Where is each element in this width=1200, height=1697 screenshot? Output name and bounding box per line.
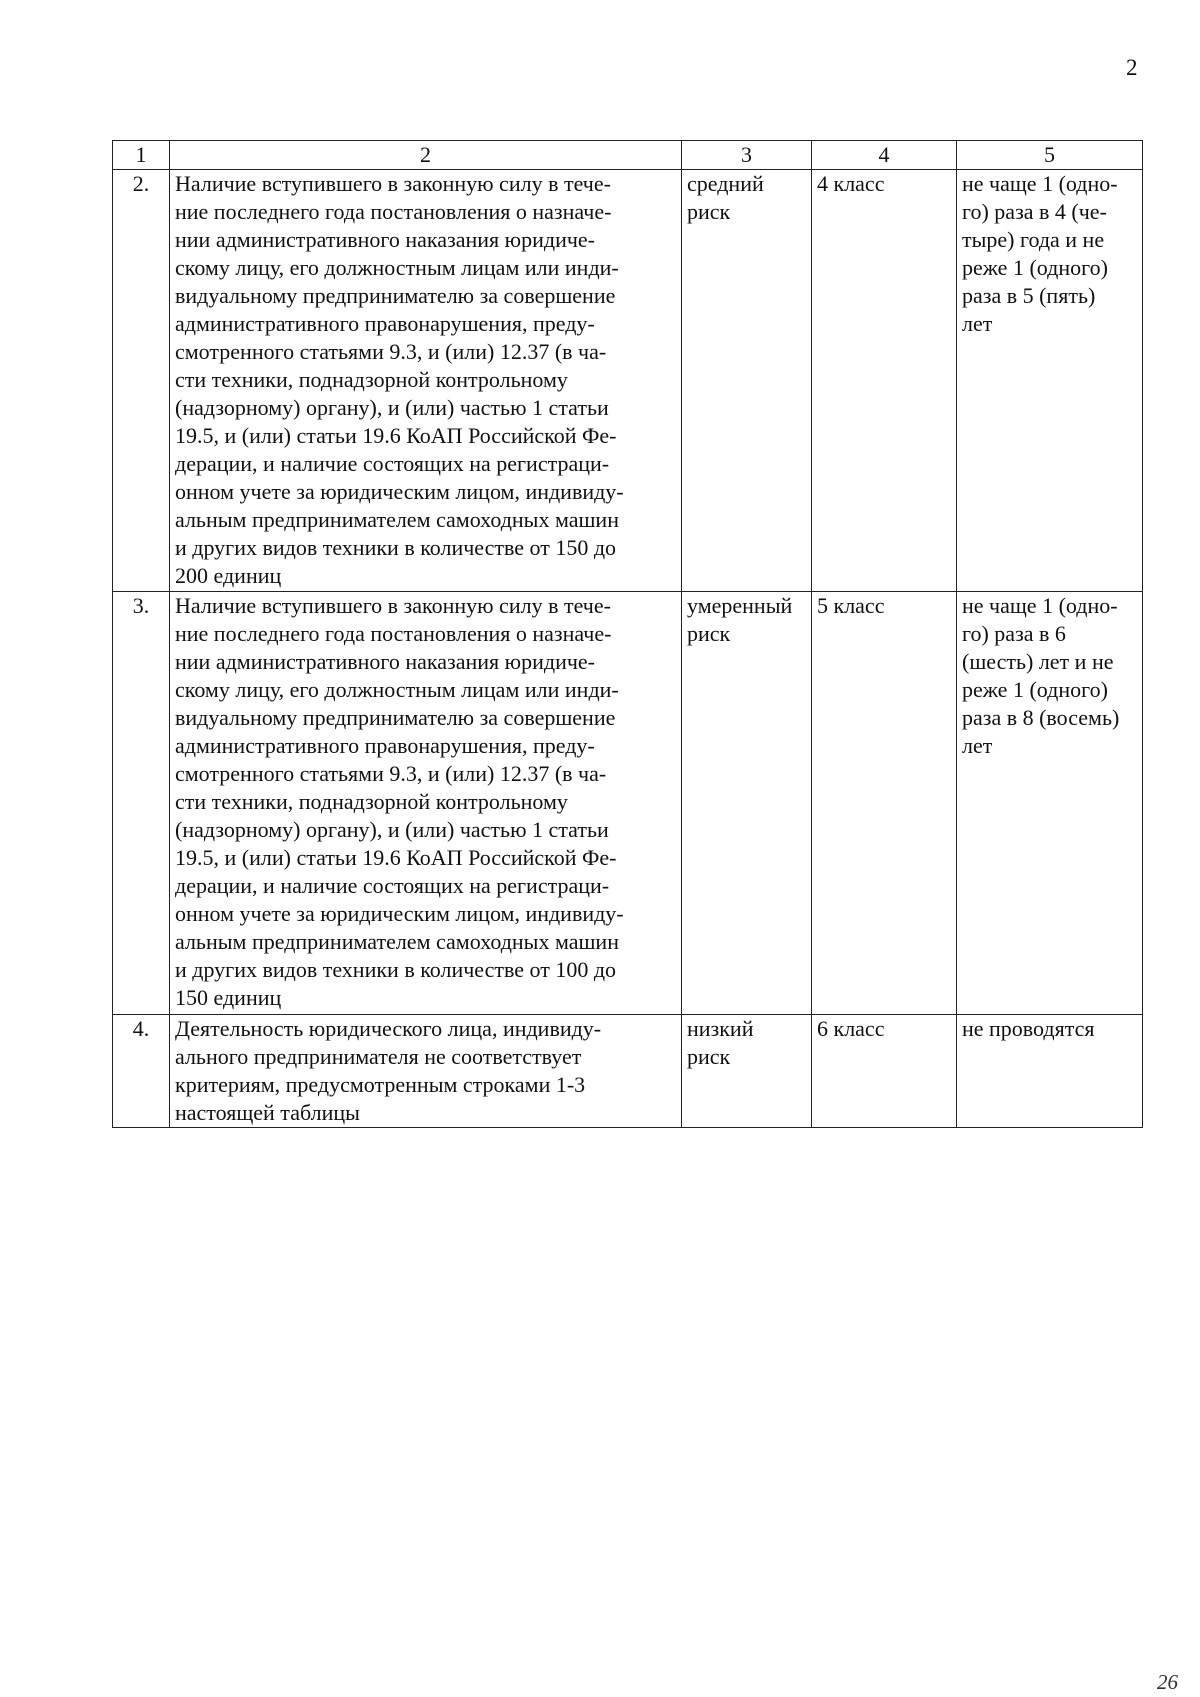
risk-cell xyxy=(682,1015,812,1128)
criteria-text: Деятельность юридического лица, индивиду- ального предпринимателя не соответствует критериям, предусмотренным строками 1-3 настоящей таблицы xyxy=(175,1016,602,1125)
frequency-cell xyxy=(957,592,1143,1015)
row-number-cell: 4. xyxy=(113,1015,170,1128)
class-cell: 5 класс xyxy=(812,592,957,1015)
criteria-cell xyxy=(170,170,682,592)
criteria-cell xyxy=(170,1015,682,1128)
column-header: 5 xyxy=(957,141,1143,170)
risk-category-table xyxy=(112,140,1143,1128)
risk-cell xyxy=(682,592,812,1015)
criteria-cell xyxy=(170,592,682,1015)
table-row xyxy=(113,1015,1143,1128)
frequency-cell xyxy=(957,1015,1143,1128)
page-number: 2 xyxy=(1126,55,1138,80)
column-header: 3 xyxy=(682,141,812,170)
column-header: 1 xyxy=(113,141,170,170)
frequency-text: не чаще 1 (одно- го) раза в 6 (шесть) лет и не реже 1 (одного) раза в 8 (восемь) лет xyxy=(962,593,1120,758)
risk-cell xyxy=(682,170,812,592)
column-header: 4 xyxy=(812,141,957,170)
table-row xyxy=(113,170,1143,592)
risk-text: умеренный риск xyxy=(687,593,793,646)
frequency-cell xyxy=(957,170,1143,592)
risk-text: средний риск xyxy=(687,171,764,224)
handwritten-page-mark: 26 xyxy=(1157,1670,1178,1694)
row-number-cell: 2. xyxy=(113,170,170,592)
criteria-text: Наличие вступившего в законную силу в тече- ние последнего года постановления о назначе- нии административного наказания юридиче- скому лицу, его должностным лицам или инди- видуальному предпринимателю за совершение административного правонарушения, преду- смотренного статьями 9.3, и (или) 12.37 (в ча- сти техники, поднадзорной контрольному (надзорному) органу), и (или) частью 1 статьи 19.5, и (или) статьи 19.6 КоАП Российской Фе- дерации, и наличие состоящих на регистраци- онном учете за юридическим лицом, индивиду- альным предпринимателем самоходных машин и других видов техники в количестве от 100 до 150 единиц xyxy=(175,593,624,1010)
frequency-text: не проводятся xyxy=(962,1016,1095,1041)
row-number-cell: 3. xyxy=(113,592,170,1015)
class-cell: 6 класс xyxy=(812,1015,957,1128)
frequency-text: не чаще 1 (одно- го) раза в 4 (че- тыре) года и не реже 1 (одного) раза в 5 (пять) лет xyxy=(962,171,1118,336)
column-header: 2 xyxy=(170,141,682,170)
criteria-text: Наличие вступившего в законную силу в тече- ние последнего года постановления о назначе- нии административного наказания юридиче- скому лицу, его должностным лицам или инди- видуальному предпринимателю за совершение административного правонарушения, преду- смотренного статьями 9.3, и (или) 12.37 (в ча- сти техники, поднадзорной контрольному (надзорному) органу), и (или) частью 1 статьи 19.5, и (или) статьи 19.6 КоАП Российской Фе- дерации, и наличие состоящих на регистраци- онном учете за юридическим лицом, индивиду- альным предпринимателем самоходных машин и других видов техники в количестве от 150 до 200 единиц xyxy=(175,171,624,588)
risk-text: низкий риск xyxy=(687,1016,754,1069)
class-cell: 4 класс xyxy=(812,170,957,592)
table-header-row xyxy=(113,141,1143,170)
table-row xyxy=(113,592,1143,1015)
